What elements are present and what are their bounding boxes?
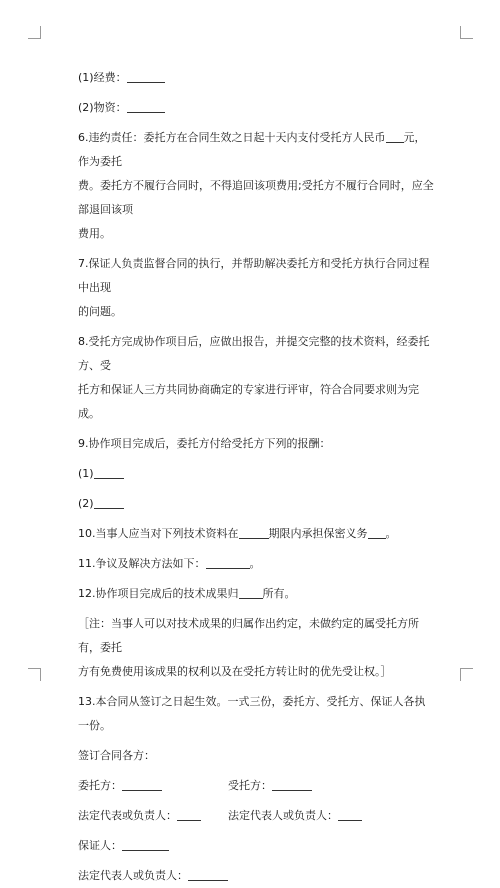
clause-13 xyxy=(78,690,436,738)
party-row xyxy=(78,774,436,798)
clause-12-text-a: 12.协作项目完成后的技术成果归 xyxy=(78,587,239,600)
crop-mark-bottom-right xyxy=(460,668,473,681)
funding-line xyxy=(78,66,436,90)
note-text-b: 方有免费使用该成果的权利以及在受托方转让时的优先受让权。］ xyxy=(78,665,392,678)
trustee-label: 受托方： xyxy=(228,779,272,792)
rep-2-label: 法定代表人或负责人： xyxy=(228,809,338,822)
note-text-a: ［注：当事人可以对技术成果的归属作出约定，未做约定的属受托方所有，委托 xyxy=(78,617,419,654)
clause-6 xyxy=(78,126,436,246)
clause-8 xyxy=(78,330,436,426)
funding-blank[interactable] xyxy=(127,69,165,83)
period-blank[interactable] xyxy=(239,525,269,539)
crop-mark-top-right xyxy=(460,26,473,39)
reward-2-blank[interactable] xyxy=(94,495,124,509)
clause-11-text-a: 11.争议及解决方法如下： xyxy=(78,557,206,570)
clause-8-text-b: 托方和保证人三方共同协商确定的专家进行评审，符合合同要求则为完成。 xyxy=(78,383,419,420)
rep-2-blank[interactable] xyxy=(338,807,362,821)
clause-6-text-a: 6.违约责任：委托方在合同生效之日起十天内支付受托方人民币 xyxy=(78,131,386,144)
clause-10-text-c: 。 xyxy=(385,527,397,540)
rep-1-blank[interactable] xyxy=(177,807,201,821)
confidential-blank[interactable] xyxy=(368,525,386,539)
reward-1-label: (1) xyxy=(78,467,94,480)
clause-9 xyxy=(78,432,436,456)
clause-10-text-a: 10.当事人应当对下列技术资料在 xyxy=(78,527,239,540)
ownership-blank[interactable] xyxy=(239,585,263,599)
clause-13-text: 13.本合同从签订之日起生效。一式三份，委托方、受托方、保证人各执一份。 xyxy=(78,695,426,732)
rep-3-line xyxy=(78,864,436,888)
crop-mark-bottom-left xyxy=(28,668,41,681)
clause-6-text-b: 元，作为委托 xyxy=(78,131,426,168)
signing-title xyxy=(78,744,436,768)
reward-2-label: (2) xyxy=(78,497,94,510)
rep-3-label: 法定代表人或负责人： xyxy=(78,869,188,882)
client-field xyxy=(78,774,228,798)
client-label: 委托方： xyxy=(78,779,122,792)
guarantor-line xyxy=(78,834,436,858)
amount-blank[interactable] xyxy=(386,129,404,143)
clause-11-text-b: 。 xyxy=(249,557,261,570)
clause-12 xyxy=(78,582,436,606)
clause-6-text-d: 费用。 xyxy=(78,227,111,240)
rep-2-field xyxy=(228,804,436,828)
materials-line xyxy=(78,96,436,120)
clause-7-text-b: 的问题。 xyxy=(78,305,122,318)
clause-7-text-a: 7.保证人负责监督合同的执行，并帮助解决委托方和受托方执行合同过程中出现 xyxy=(78,257,430,294)
guarantor-blank[interactable] xyxy=(122,837,169,851)
clause-6-text-c: 费。委托方不履行合同时，不得追回该项费用;受托方不履行合同时，应全部退回该项 xyxy=(78,179,434,216)
funding-label: (1)经费： xyxy=(78,71,127,84)
trustee-field xyxy=(228,774,436,798)
clause-11 xyxy=(78,552,436,576)
signing-title-text: 签订合同各方： xyxy=(78,749,155,762)
clause-7 xyxy=(78,252,436,324)
rep-3-blank[interactable] xyxy=(188,867,228,881)
materials-blank[interactable] xyxy=(127,99,165,113)
reward-1-line xyxy=(78,462,436,486)
guarantor-label: 保证人： xyxy=(78,839,122,852)
client-blank[interactable] xyxy=(122,777,162,791)
document-body xyxy=(78,66,436,888)
clause-8-text-a: 8.受托方完成协作项目后，应做出报告，并提交完整的技术资料，经委托方、受 xyxy=(78,335,430,372)
reward-2-line xyxy=(78,492,436,516)
dispute-blank[interactable] xyxy=(206,555,250,569)
rep-1-field xyxy=(78,804,228,828)
note xyxy=(78,612,436,684)
clause-12-text-b: 所有。 xyxy=(262,587,296,600)
trustee-blank[interactable] xyxy=(272,777,312,791)
representative-row xyxy=(78,804,436,828)
reward-1-blank[interactable] xyxy=(94,465,124,479)
crop-mark-top-left xyxy=(28,26,41,39)
rep-1-label: 法定代表或负责人： xyxy=(78,809,177,822)
clause-10 xyxy=(78,522,436,546)
materials-label: (2)物资： xyxy=(78,101,127,114)
clause-10-text-b: 期限内承担保密义务 xyxy=(268,527,368,540)
clause-9-text: 9.协作项目完成后，委托方付给受托方下列的报酬： xyxy=(78,437,331,450)
